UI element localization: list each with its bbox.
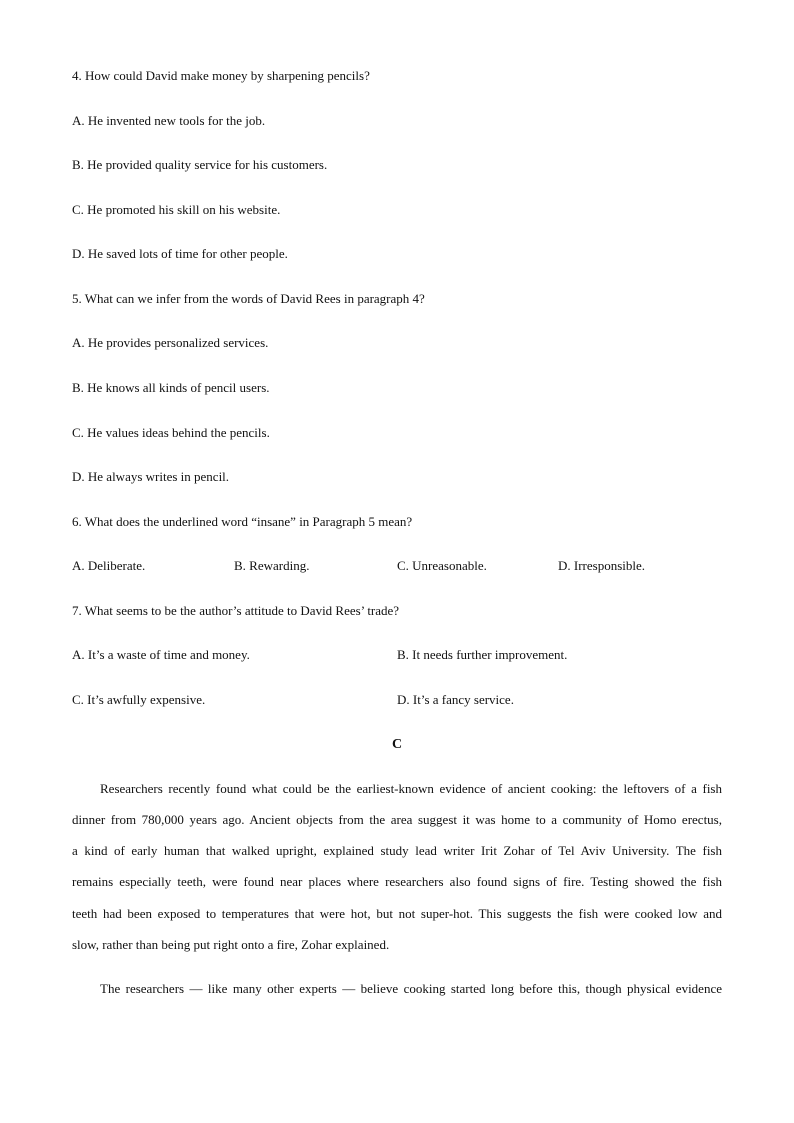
question-7-option-c: C. It’s awfully expensive.	[72, 692, 206, 707]
question-5-option-c: C. He values ideas behind the pencils.	[72, 425, 270, 440]
paragraph-1-line: dinner from 780,000 years ago. Ancient objects from the area suggest it was home to a community of Homo erectus,	[72, 812, 722, 827]
paragraph-1-line: teeth had been exposed to temperatures that were hot, but not super-hot. This suggests the fish were cooked low and	[72, 906, 722, 921]
question-6-option-b: B. Rewarding.	[234, 558, 310, 573]
question-4-stem: 4. How could David make money by sharpening pencils?	[72, 68, 370, 83]
paragraph-2-line: The researchers — like many other experts — believe cooking started long before this, though physical evidence	[100, 981, 722, 996]
question-5-stem: 5. What can we infer from the words of David Rees in paragraph 4?	[72, 291, 425, 306]
question-7-stem: 7. What seems to be the author’s attitude to David Rees’ trade?	[72, 603, 400, 618]
section-c-title: C	[391, 737, 403, 752]
question-4-option-d: D. He saved lots of time for other people.	[72, 246, 288, 261]
question-4-option-a: A. He invented new tools for the job.	[72, 113, 266, 128]
question-5-option-b: B. He knows all kinds of pencil users.	[72, 380, 270, 395]
paragraph-1-line: a kind of early human that walked upright, explained study lead writer Irit Zohar of Tel Aviv University. The fish	[72, 843, 722, 858]
question-5-option-a: A. He provides personalized services.	[72, 335, 269, 350]
question-7-option-a: A. It’s a waste of time and money.	[72, 647, 250, 662]
question-6-stem: 6. What does the underlined word “insane” in Paragraph 5 mean?	[72, 514, 413, 529]
paragraph-1-line: Researchers recently found what could be the earliest-known evidence of ancient cooking: the leftovers of a fish	[100, 781, 722, 796]
paragraph-1-line: slow, rather than being put right onto a fire, Zohar explained.	[72, 937, 390, 952]
question-6-option-d: D. Irresponsible.	[558, 558, 646, 573]
question-6-option-a: A. Deliberate.	[72, 558, 146, 573]
question-4-option-b: B. He provided quality service for his customers.	[72, 157, 328, 172]
question-4-option-c: C. He promoted his skill on his website.	[72, 202, 281, 217]
paragraph-1-line: remains especially teeth, were found near places where researchers also found signs of fire. Testing showed the fish	[72, 874, 722, 889]
question-7-option-d: D. It’s a fancy service.	[397, 692, 514, 707]
question-5-option-d: D. He always writes in pencil.	[72, 469, 230, 484]
question-7-option-b: B. It needs further improvement.	[397, 647, 568, 662]
question-6-option-c: C. Unreasonable.	[397, 558, 487, 573]
